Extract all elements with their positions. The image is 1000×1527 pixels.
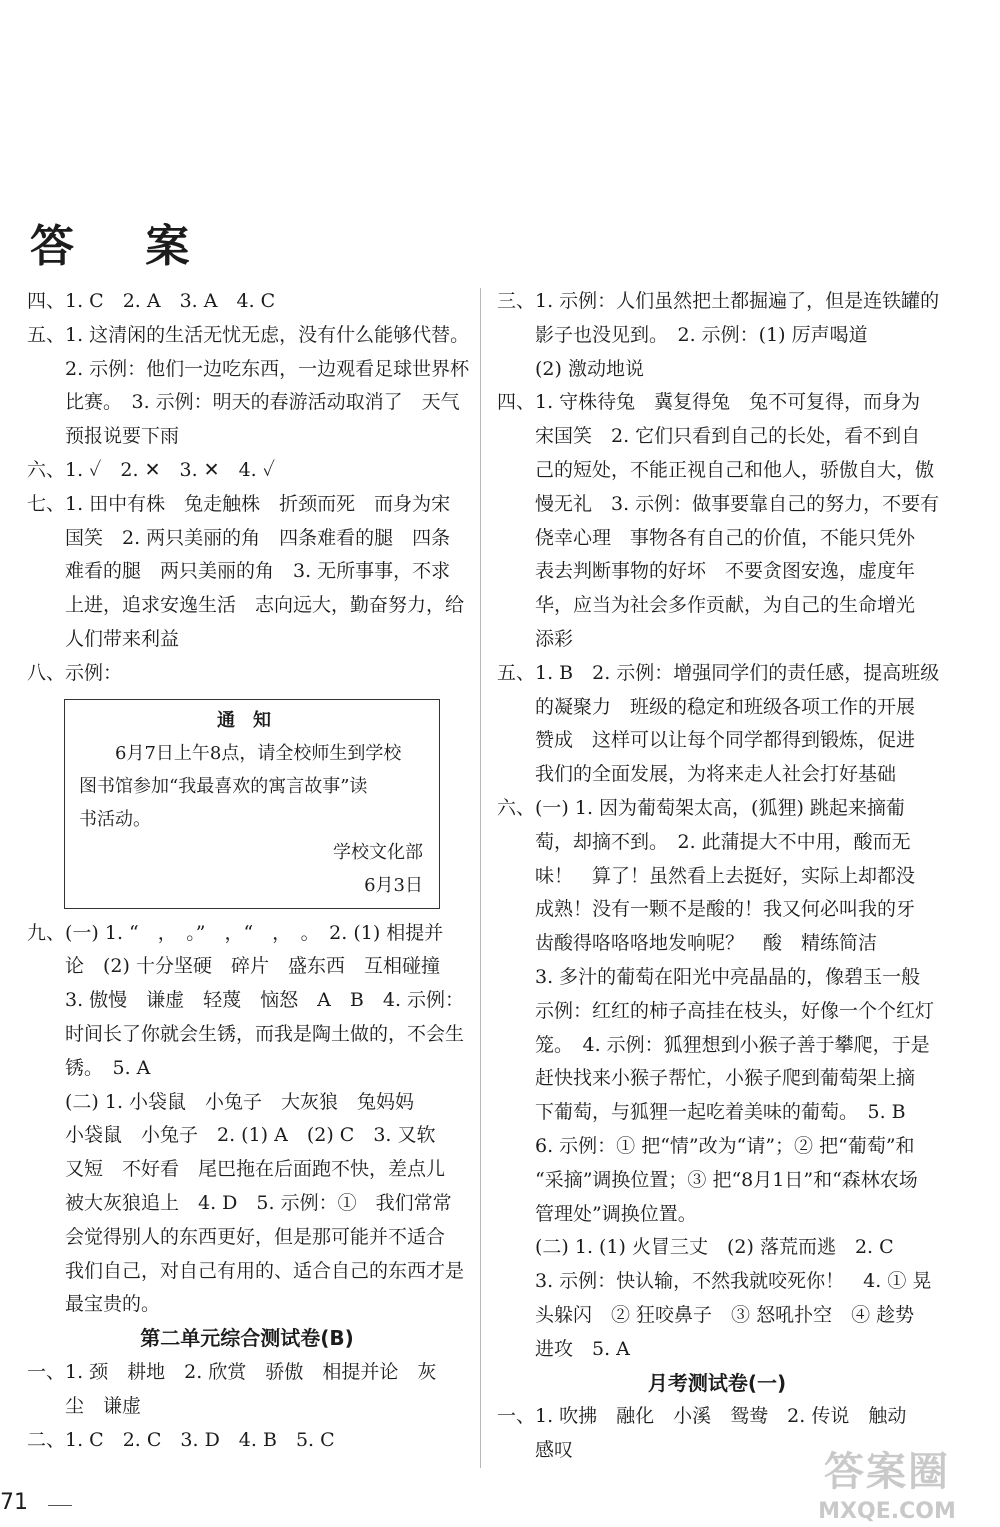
- right-answers: [497, 285, 940, 1367]
- notice-body-line: 书活动。: [79, 808, 151, 830]
- notice-title: 通知: [217, 709, 289, 731]
- notice-box: [64, 699, 440, 909]
- answer-line: 四、1. 守株待兔 冀复得兔 兔不可复得，而身为: [497, 391, 921, 414]
- answer-line: 6. 示例：① 把“情”改为“请”；② 把“葡萄”和: [497, 1134, 915, 1157]
- answer-line: 3. 示例：快认输，不然我就咬死你！ 4. ① 晃: [497, 1270, 932, 1293]
- answer-line: 三、1. 示例：人们虽然把土都掘遍了，但是连铁罐的: [497, 290, 940, 312]
- answer-line: 赶快找来小猴子帮忙，小猴子爬到葡萄架上摘: [497, 1067, 916, 1090]
- answer-line: 2. 示例：他们一边吃东西，一边观看足球世界杯: [27, 357, 470, 380]
- answer-line: 齿酸得咯咯咯地发响呢？ 酸 精练简洁: [497, 932, 878, 955]
- answer-line: 八、示例：: [27, 661, 123, 684]
- answer-line: 九、(一) 1. “ ， 。” ，“ ， 。 2. (1) 相提并: [27, 921, 444, 944]
- notice-body-line: 6月7日上午8点，请全校师生到学校: [115, 742, 402, 764]
- answer-line: 二、1. C 2. C 3. D 4. B 5. C: [27, 1428, 335, 1451]
- answer-line: 3. 多汁的葡萄在阳光中亮晶晶的，像碧玉一般: [497, 965, 921, 988]
- answer-line: 萄，却摘不到。 2. 此蒲提大不中用，酸而无: [497, 830, 911, 853]
- answer-line: 尘 谦虚: [27, 1394, 142, 1417]
- answer-line: 时间长了你就会生锈，而我是陶土做的，不会生: [27, 1022, 465, 1045]
- section-title-monthly-test: 月考测试卷(一): [647, 1370, 787, 1395]
- answer-line: 四、1. C 2. A 3. A 4. C: [27, 290, 276, 312]
- answer-line: 慢无礼 3. 示例：做事要靠自己的努力，不要有: [497, 492, 940, 515]
- answer-line: 我们自己，对自己有用的、适合自己的东西才是: [27, 1259, 465, 1282]
- page-number: 71: [0, 1490, 28, 1515]
- notice-body-line: 图书馆参加“我最喜欢的寓言故事”读: [79, 775, 368, 797]
- left-answers-part-a: [27, 285, 470, 691]
- answer-line: 添彩: [497, 627, 574, 650]
- answer-line: 赞成 这样可以让每个同学都得到锻炼，促进: [497, 729, 916, 752]
- answer-line: 侥幸心理 事物各有自己的价值，不能只凭外: [497, 526, 916, 549]
- notice-date: 6月3日: [364, 874, 423, 896]
- answer-line: 六、1. ✓ 2. ✕ 3. ✕ 4. ✓: [27, 458, 276, 481]
- answer-line: 小袋鼠 小兔子 2. (1) A (2) C 3. 又软: [27, 1124, 436, 1147]
- watermark-url: MXQE.COM: [818, 1499, 956, 1524]
- watermark: [802, 1440, 972, 1524]
- answer-line: 进攻 5. A: [497, 1337, 630, 1360]
- answer-line: 会觉得别人的东西更好，但是那可能并不适合: [27, 1225, 446, 1248]
- answer-line: 一、1. 颈 耕地 2. 欣赏 骄傲 相提并论 灰: [27, 1360, 437, 1383]
- answer-line: 七、1. 田中有株 兔走触株 折颈而死 而身为宋: [27, 492, 451, 515]
- answer-line: 又短 不好看 尾巴拖在后面跑不快，差点儿: [27, 1158, 446, 1181]
- right-column: [497, 285, 940, 1468]
- answer-line: 一、1. 吹拂 融化 小溪 鸳鸯 2. 传说 触动: [497, 1405, 907, 1428]
- answer-line: 3. 傲慢 谦虚 轻蔑 恼怒 A B 4. 示例：: [27, 989, 465, 1012]
- answer-line: 味！ 算了！虽然看上去挺好，实际上却都没: [497, 864, 916, 887]
- answer-line: 己的短处，不能正视自己和他人，骄傲自大，傲: [497, 458, 935, 481]
- answer-line: 人们带来利益: [27, 627, 180, 650]
- answer-line: 影子也没见到。 2. 示例：(1) 厉声喝道: [497, 323, 868, 346]
- left-answers-part-c: [27, 1356, 467, 1457]
- answer-line: 示例：红红的柿子高挂在枝头，好像一个个红灯: [497, 999, 935, 1022]
- left-answers-part-b: [27, 917, 467, 1323]
- answer-line: (2) 激动地说: [497, 357, 644, 380]
- column-divider: [480, 288, 481, 1468]
- answer-line: 被大灰狼追上 4. D 5. 示例：① 我们常常: [27, 1191, 452, 1214]
- notice-signature: 学校文化部: [333, 841, 423, 863]
- answer-line: 五、1. B 2. 示例：增强同学们的责任感，提高班级: [497, 661, 940, 684]
- section-title-unit2-b: 第二单元综合测试卷(B): [140, 1326, 354, 1351]
- answer-line: 我们的全面发展，为将来走人社会打好基础: [497, 763, 897, 786]
- answer-line: 华，应当为社会多作贡献，为自己的生命增光: [497, 594, 916, 617]
- answer-line: 锈。 5. A: [27, 1056, 151, 1079]
- answer-line: 五、1. 这清闲的生活无忧无虑，没有什么能够代替。: [27, 323, 470, 346]
- answer-line: 比赛。 3. 示例：明天的春游活动取消了 天气: [27, 391, 460, 414]
- left-column: [27, 285, 470, 1457]
- answer-line: 成熟！没有一颗不是酸的！我又何必叫我的牙: [497, 898, 916, 921]
- answer-line: 宋国笑 2. 它们只看到自己的长处，看不到自: [497, 425, 921, 448]
- answer-line: 六、(一) 1. 因为葡萄架太高，(狐狸) 跳起来摘葡: [497, 796, 905, 819]
- answer-line: 最宝贵的。: [27, 1293, 161, 1316]
- page-number-rule: [48, 1505, 72, 1506]
- answer-line: (二) 1. (1) 火冒三丈 (2) 落荒而逃 2. C: [497, 1236, 894, 1259]
- answer-line: 感叹: [497, 1439, 574, 1462]
- answer-line: 头躲闪 ② 狂咬鼻子 ③ 怒吼扑空 ④ 趁势: [497, 1303, 915, 1326]
- answer-line: 笼。 4. 示例：狐狸想到小猴子善于攀爬，于是: [497, 1033, 930, 1056]
- answer-line: 管理处”调换位置。: [497, 1202, 697, 1225]
- answer-line: 难看的腿 两只美丽的角 3. 无所事事，不求: [27, 560, 451, 583]
- answer-line: 论 (2) 十分坚硬 碎片 盛东西 互相碰撞: [27, 955, 440, 978]
- answer-line: “采摘”调换位置；③ 把“8月1日”和“森林农场: [497, 1168, 918, 1191]
- answer-line: 上进，追求安逸生活 志向远大，勤奋努力，给: [27, 594, 465, 617]
- answer-line: 表去判断事物的好坏 不要贪图安逸，虚度年: [497, 560, 916, 583]
- answer-line: 下葡萄，与狐狸一起吃着美味的葡萄。 5. B: [497, 1101, 906, 1124]
- answer-line: 的凝聚力 班级的稳定和班级各项工作的开展: [497, 695, 916, 718]
- watermark-logo: 答案圈: [824, 1449, 950, 1495]
- answer-line: 预报说要下雨: [27, 425, 180, 448]
- answer-line: (二) 1. 小袋鼠 小兔子 大灰狼 兔妈妈: [27, 1090, 415, 1113]
- answer-line: 国笑 2. 两只美丽的角 四条难看的腿 四条: [27, 526, 451, 549]
- page-title: 答 案: [30, 221, 218, 272]
